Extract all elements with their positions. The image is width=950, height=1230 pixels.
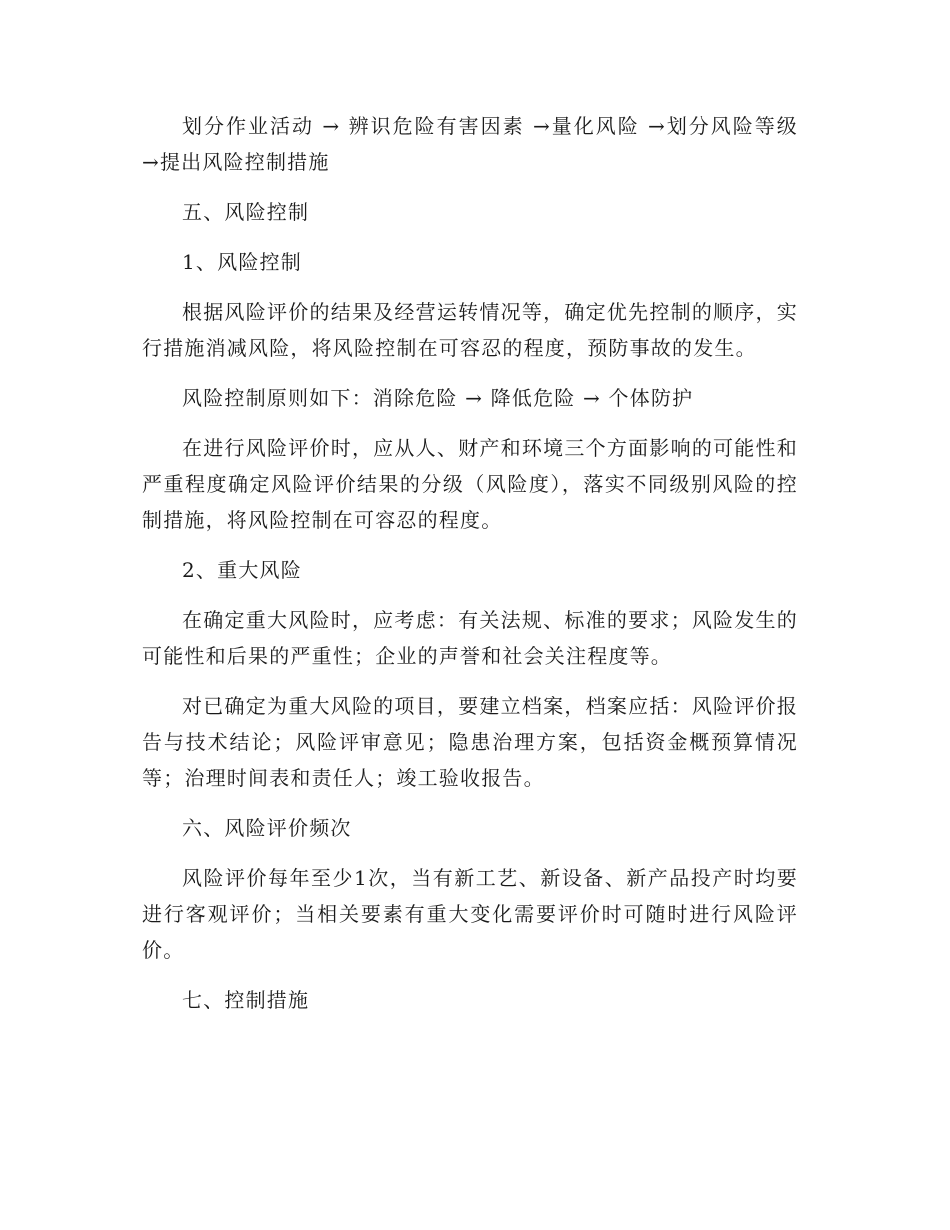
section-heading-risk-control: 五、风险控制	[182, 200, 310, 224]
major-risk-criteria-paragraph: 在确定重大风险时，应考虑：有关法规、标准的要求；风险发生的可能性和后果的严重性；企业的声誉和社会关注程度等。	[142, 608, 798, 668]
risk-control-principles-paragraph: 风险控制原则如下：消除危险 → 降低危险 → 个体防护	[182, 386, 694, 410]
risk-control-paragraph: 根据风险评价的结果及经营运转情况等，确定优先控制的顺序，实行措施消减风险，将风险控制在可容忍的程度，预防事故的发生。	[142, 300, 798, 360]
section-heading-evaluation-frequency: 六、风险评价频次	[182, 816, 352, 840]
major-risk-archive-paragraph: 对已确定为重大风险的项目，要建立档案，档案应括：风险评价报告与技术结论；风险评审意见；隐患治理方案，包括资金概预算情况等；治理时间表和责任人；竣工验收报告。	[142, 694, 798, 790]
subheading-risk-control: 1、风险控制	[182, 250, 302, 274]
evaluation-frequency-paragraph: 风险评价每年至少1次，当有新工艺、新设备、新产品投产时均要进行客观评价；当相关要素有重大变化需要评价时可随时进行风险评价。	[142, 866, 798, 962]
risk-evaluation-paragraph: 在进行风险评价时，应从人、财产和环境三个方面影响的可能性和严重程度确定风险评价结果的分级（风险度），落实不同级别风险的控制措施，将风险控制在可容忍的程度。	[142, 436, 798, 532]
process-flow-paragraph: 划分作业活动 → 辨识危险有害因素 →量化风险 →划分风险等级 →提出风险控制措施	[142, 114, 798, 174]
section-heading-control-measures: 七、控制措施	[182, 988, 310, 1012]
document-body	[142, 108, 798, 1018]
subheading-major-risk: 2、重大风险	[182, 558, 302, 582]
